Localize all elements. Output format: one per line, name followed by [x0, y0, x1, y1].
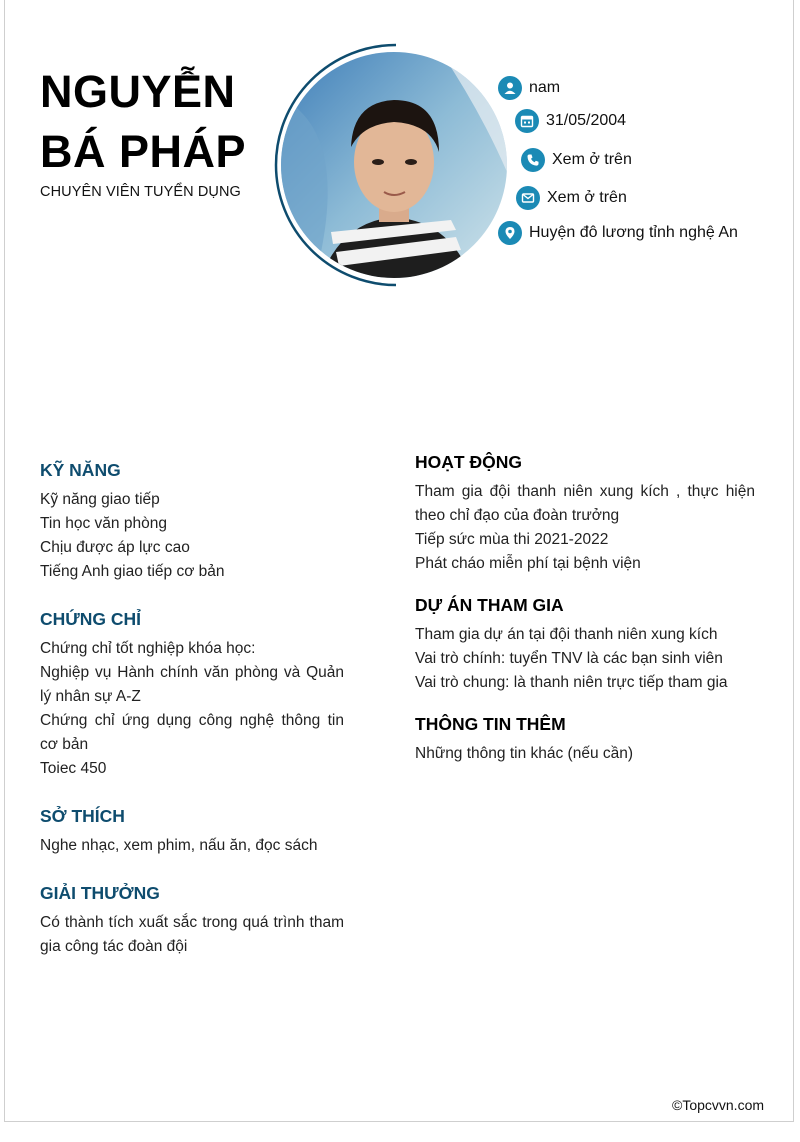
birthday-value: 31/05/2004 [546, 112, 627, 129]
activities-title: HOẠT ĐỘNG [415, 452, 522, 472]
profile-photo [281, 52, 507, 278]
hobby-item: Nghe nhạc, xem phim, nấu ăn, đọc sách [40, 837, 318, 854]
address-row [498, 221, 738, 245]
gender-row [498, 76, 560, 100]
skill-item: Kỹ năng giao tiếp [40, 491, 160, 508]
project-item: Tham gia dự án tại đội thanh niên xung kích [415, 626, 718, 643]
certificate-item: Nghiệp vụ Hành chính văn phòng và Quản lý nhân sự A-Z [40, 664, 344, 705]
email-icon [516, 186, 540, 210]
activity-item: Tiếp sức mùa thi 2021-2022 [415, 531, 609, 548]
extra-info-section [415, 712, 755, 766]
email-row [516, 186, 627, 210]
award-item: Có thành tích xuất sắc trong quá trình tham gia công tác đoàn đội [40, 914, 344, 955]
activities-section [415, 450, 755, 576]
extra-info-item: Những thông tin khác (nếu cần) [415, 745, 634, 762]
address-value: Huyện đô lương tỉnh nghệ An [529, 224, 738, 241]
location-pin-icon [498, 221, 522, 245]
certificate-item: Chứng chỉ tốt nghiệp khóa học: [40, 640, 256, 657]
copyright-footer: ©Topcvvn.com [672, 1097, 765, 1113]
gender-value: nam [529, 79, 561, 96]
right-column [415, 450, 755, 783]
phone-value: Xem ở trên [552, 151, 632, 168]
project-item: Vai trò chung: là thanh niên trực tiếp tham gia [415, 674, 728, 691]
user-icon [498, 76, 522, 100]
phone-icon [521, 148, 545, 172]
name-line-2: BÁ PHÁP [40, 126, 247, 177]
awards-section [40, 881, 344, 959]
certificate-item: Chứng chỉ ứng dụng công nghệ thông tin cơ bản [40, 712, 344, 753]
email-value: Xem ở trên [547, 189, 627, 206]
left-column [40, 458, 344, 982]
phone-row [521, 148, 632, 172]
name-line-1: NGUYỄN [40, 66, 236, 117]
hobbies-section [40, 804, 344, 858]
projects-section [415, 593, 755, 695]
hobbies-title: SỞ THÍCH [40, 806, 125, 826]
projects-title: DỰ ÁN THAM GIA [415, 595, 564, 615]
project-item: Vai trò chính: tuyển TNV là các bạn sinh viên [415, 650, 723, 667]
awards-title: GIẢI THƯỞNG [40, 883, 160, 903]
birthday-row [515, 109, 626, 133]
skill-item: Tiếng Anh giao tiếp cơ bản [40, 563, 225, 580]
skills-title: KỸ NĂNG [40, 460, 121, 480]
skill-item: Tin học văn phòng [40, 515, 167, 532]
skill-item: Chịu được áp lực cao [40, 539, 190, 556]
calendar-icon [515, 109, 539, 133]
candidate-name [40, 62, 270, 182]
skills-section [40, 458, 344, 584]
certificate-item: Toiec 450 [40, 760, 107, 777]
activity-item: Phát cháo miễn phí tại bệnh viện [415, 555, 641, 572]
extra-info-title: THÔNG TIN THÊM [415, 714, 566, 734]
certificates-section [40, 607, 344, 781]
activity-item: Tham gia đội thanh niên xung kích , thực hiện theo chỉ đạo của đoàn trưởng [415, 483, 755, 524]
job-title: CHUYÊN VIÊN TUYỂN DỤNG [40, 184, 241, 200]
certificates-title: CHỨNG CHỈ [40, 609, 142, 629]
